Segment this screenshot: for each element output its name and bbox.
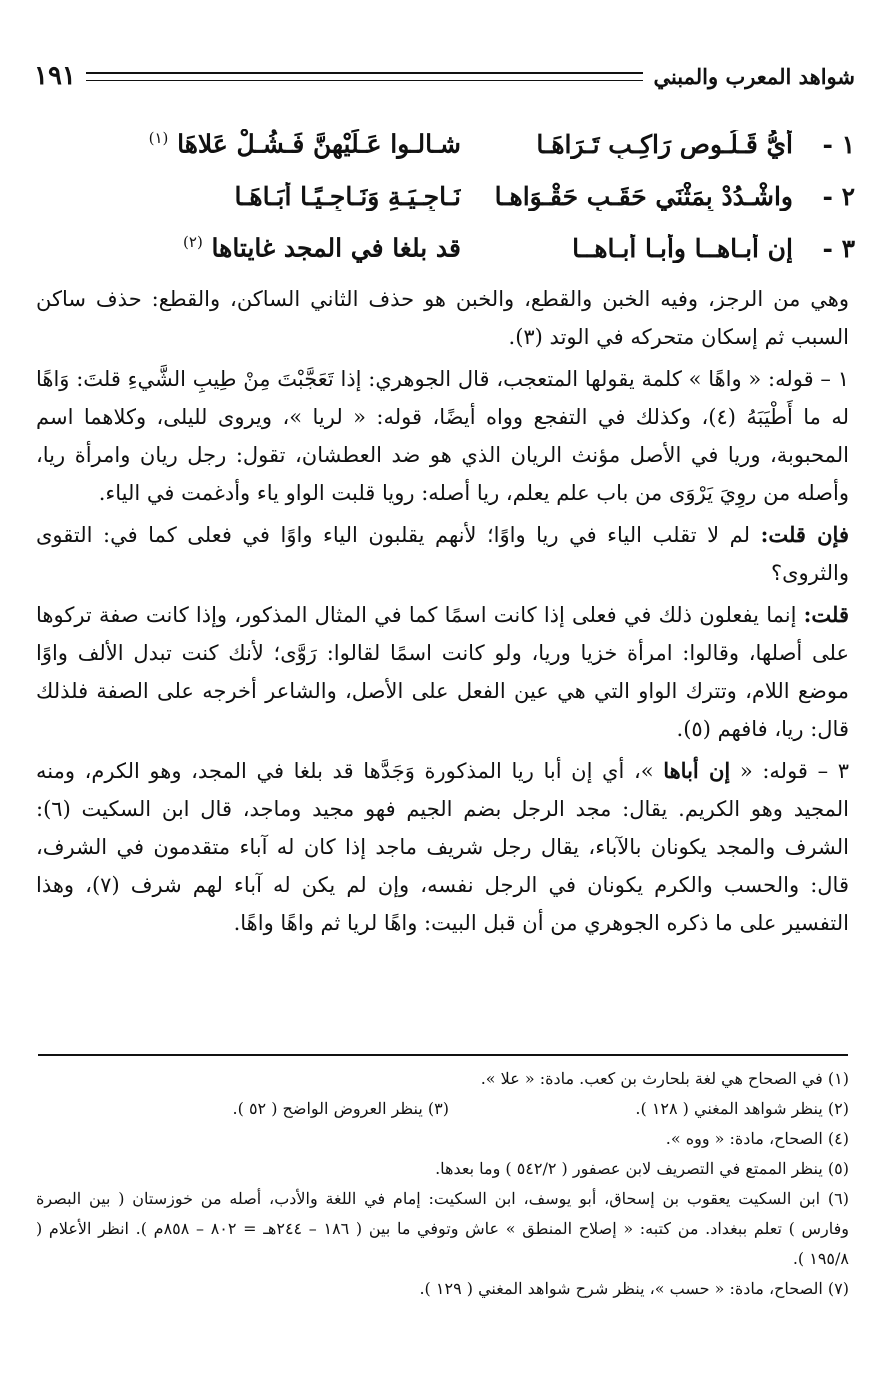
header-rule bbox=[86, 72, 644, 81]
footnote-divider bbox=[38, 1054, 848, 1056]
footnote: (٣) ينظر العروض الواضح ( ٥٢ ). bbox=[232, 1099, 449, 1118]
paragraph-wahan: ١ – قوله: « واهًا » كلمة يقولها المتعجب، قال الجوهري: إذا تَعَجَّبْتَ مِنْ طِيبِ الشَّيءِ قلتَ: وَاهًا له ما أَطْيَبَهُ (٤)، وكذلك في التفجع وواه أيضًا، قوله: « لريا »، ويروى لليلى، وكلاهما اسم المحبوبة، وريا في الأصل مؤنث الريان الذي هو ضد العطشان، تقول: رجل ريان وامرأة ريا، وأصله من روِيَ يَرْوَى من باب علم يعلم، ريا أصله: رويا قلبت الواو ياء وأدغمت في الياء. bbox=[36, 367, 849, 505]
paragraph-abaha: ٣ – قوله: « إن أباها »، أي إن أبا ريا المذكورة وَجَدَّها قد بلغا في المجد، وهو الكرم، ومنه المجيد وهو الكريم. يقال: مجد الرجل بضم الجيم فهو مجيد وماجد، قال ابن السكيت (٦): الشرف والمجد يكونان بالآباء، يقال رجل شريف ماجد إذا كان له آباء متقدمون في الشرف، قال: والحسب والكرم يكونان في الرجل نفسه، وإن لم يكن له آباء لهم شرف (٧)، وهذا التفسير على ما ذكره الجوهري من أن قبل البيت: واهًا لريا ثم واهًا واهًا. bbox=[36, 758, 849, 935]
footnote-pair bbox=[36, 1094, 849, 1124]
footnote: (٢) ينظر شواهد المغني ( ١٢٨ ). bbox=[635, 1099, 849, 1118]
footnote: (٤) الصحاح، مادة: « ووه ». bbox=[665, 1129, 849, 1148]
page-number: ١٩١ bbox=[34, 61, 76, 91]
page-header bbox=[34, 56, 855, 96]
paragraph-meter: وهي من الرجز، وفيه الخبن والقطع، والخبن هو حذف الثاني الساكن، والقطع: حذف ساكن السبب ثم إسكان متحركه في الوتد (٣). bbox=[36, 287, 849, 349]
verse-first-hemistich: واشْـدُدْ بِمَثْنَي حَقَـبٍ حَقْـوَاهـا bbox=[494, 181, 793, 211]
verse-second-hemistich: نَـاجِـيَـةِ وَنَـاجِـيًـا أَبَـاهَـا bbox=[234, 181, 461, 211]
verse-second-hemistich: شـالـوا عَـلَيْهِنَّ فَـشُـلْ عَلاهَا $^{(١)}$ bbox=[148, 129, 461, 159]
poem-verses bbox=[44, 118, 855, 274]
paragraph-question: فإن قلت: لم لا تقلب الياء في ريا واوًا؛ لأنهم يقلبون الياء واوًا في فعلى كما في: التقوى والثروى؟ bbox=[36, 522, 849, 585]
verse-number: ٣ - bbox=[822, 233, 855, 263]
question-lead: فإن قلت: bbox=[760, 522, 849, 547]
footnote: (٧) الصحاح، مادة: « حسب »، ينظر شرح شواهد المغني ( ١٢٩ ). bbox=[419, 1279, 849, 1298]
verse-second-hemistich: قد بلغا في المجد غايتاها $^{(٢)}$ bbox=[183, 233, 461, 263]
verse-line bbox=[44, 170, 855, 222]
verse-first-hemistich: إن أبـاهــا وأبـا أبـاهــا bbox=[572, 233, 793, 263]
verse-line bbox=[44, 222, 855, 274]
answer-lead: قلت: bbox=[803, 602, 849, 627]
footnote-marker: (١) bbox=[148, 129, 169, 148]
footnote: (١) في الصحاح هي لغة بلحارث بن كعب. مادة: « علا ». bbox=[480, 1069, 849, 1088]
quoted-phrase: إن أباها bbox=[663, 758, 731, 783]
footnote-marker: (٢) bbox=[183, 233, 203, 252]
verse-number: ١ - bbox=[822, 129, 855, 159]
paragraph-answer: قلت: إنما يفعلون ذلك في فعلى إذا كانت اسمًا كما في المثال المذكور، وإذا كانت صفة تركوها على أصلها، وقالوا: امرأة خزيا وريا، ولو كانت اسمًا لقالوا: رَوَّى؛ لأنك كنت تبدل الألف واوًا موضع اللام، وتترك الواو التي هي عين الفعل على الأصل، والشاعر أخرجه على الصفة فلذلك قال: ريا، فافهم (٥). bbox=[36, 602, 849, 741]
footnote: (٦) ابن السكيت يعقوب بن إسحاق، أبو يوسف، ابن السكيت: إمام في اللغة والأدب، أصله من خوزستان ( بين البصرة وفارس ) تعلم ببغداد. من كتبه: « إصلاح المنطق » عاش وتوفي ما بين ( ١٨٦ – ٢٤٤هـ = ٨٠٢ – ٨٥٨م ). انظر الأعلام ( ١٩٥/٨ ). bbox=[36, 1189, 850, 1268]
footnotes bbox=[36, 1064, 849, 1304]
running-title: شواهد المعرب والمبني bbox=[653, 63, 855, 89]
verse-number: ٢ - bbox=[822, 181, 855, 211]
footnote: (٥) ينظر الممتع في التصريف لابن عصفور ( ٥٤٢/٢ ) وما بعدها. bbox=[435, 1159, 849, 1178]
verse-line bbox=[44, 118, 855, 170]
verse-first-hemistich: أَيُّ قَـلُـوص رَاكِـبِ تَـرَاهَـا bbox=[536, 129, 793, 159]
commentary-text bbox=[36, 280, 849, 946]
